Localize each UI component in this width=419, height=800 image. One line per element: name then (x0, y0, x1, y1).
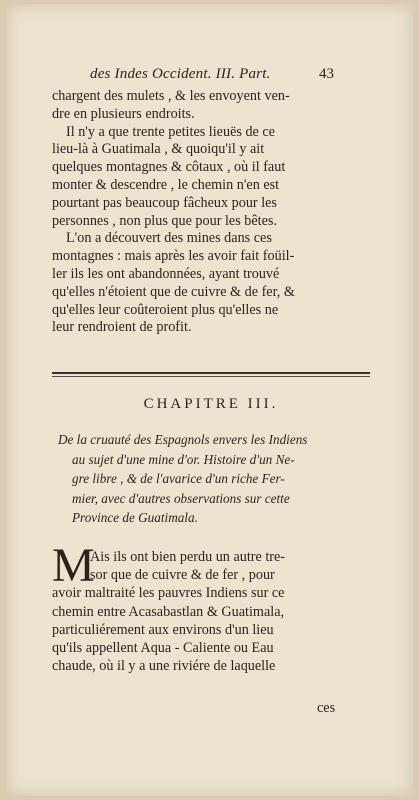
text-line: sor que de cuivre & de fer , pour (90, 567, 275, 584)
chapter-title: CHAPITRE III. (143, 396, 279, 412)
text-line: personnes , non plus que pour les bêtes. (52, 212, 277, 229)
text-line: qu'elles n'étoient que de cuivre & de fer, & (52, 283, 295, 300)
text-line: chemin entre Acasabastlan & Guatimala, (52, 603, 285, 620)
summary-line: mier, avec d'autres observations sur cette (72, 490, 290, 506)
text-line: monter & descendre , le chemin n'en est (52, 176, 280, 193)
chapter-summary (58, 430, 370, 528)
text-line: quelques montagnes & côtaux , où il faut (52, 159, 286, 176)
text-line: dre en plusieurs endroits. (52, 105, 195, 122)
text-line: lieu-là à Guatimala , & quoiqu'il y ait (52, 141, 265, 158)
text-line: Il n'y a que trente petites lieuës de ce (66, 123, 275, 140)
text-line: Ais ils ont bien perdu un autre tre- (90, 549, 286, 565)
summary-line: au sujet d'une mine d'or. Histoire d'un Ne- (72, 451, 295, 467)
section-rule (52, 372, 370, 374)
top-text-block (52, 88, 368, 337)
page-number: 43 (319, 66, 334, 82)
text-line: L'on a découvert des mines dans ces (66, 230, 272, 247)
summary-line: De la cruauté des Espagnols envers les Indiens (58, 432, 308, 447)
drop-cap: M (52, 539, 95, 592)
main-paragraph (52, 548, 370, 675)
text-line: chaude, où il y a une riviére de laquelle (52, 658, 276, 675)
text-line: chargent des mulets , & les envoyent ven- (52, 88, 290, 104)
summary-line: gre libre , & de l'avarice d'un riche Fer- (72, 471, 285, 486)
text-line: montagnes : mais après les avoir fait foüil- (52, 248, 295, 265)
summary-line: Province de Guatimala. (72, 510, 198, 525)
paragraph (52, 230, 368, 337)
section-rule-thin (52, 376, 370, 377)
text-line: qu'ils appellent Aqua - Caliente ou Eau (52, 640, 274, 657)
text-line: leur rendroient de profit. (52, 319, 192, 336)
catchword: ces (317, 700, 336, 716)
running-head: des Indes Occident. III. Part. (90, 66, 271, 82)
paragraph (52, 124, 368, 231)
text-line: ler ils les ont abandonnées, ayant trouvé (52, 265, 280, 282)
text-line: particuliérement aux environs d'un lieu (52, 621, 274, 638)
text-line: avoir maltraité les pauvres Indiens sur ce (52, 585, 285, 602)
text-line: qu'elles leur coûteroient plus qu'elles ne (52, 301, 279, 318)
book-page (6, 4, 413, 796)
paragraph (52, 88, 368, 124)
text-line: pourtant pas beaucoup fâcheux pour les (52, 194, 277, 211)
